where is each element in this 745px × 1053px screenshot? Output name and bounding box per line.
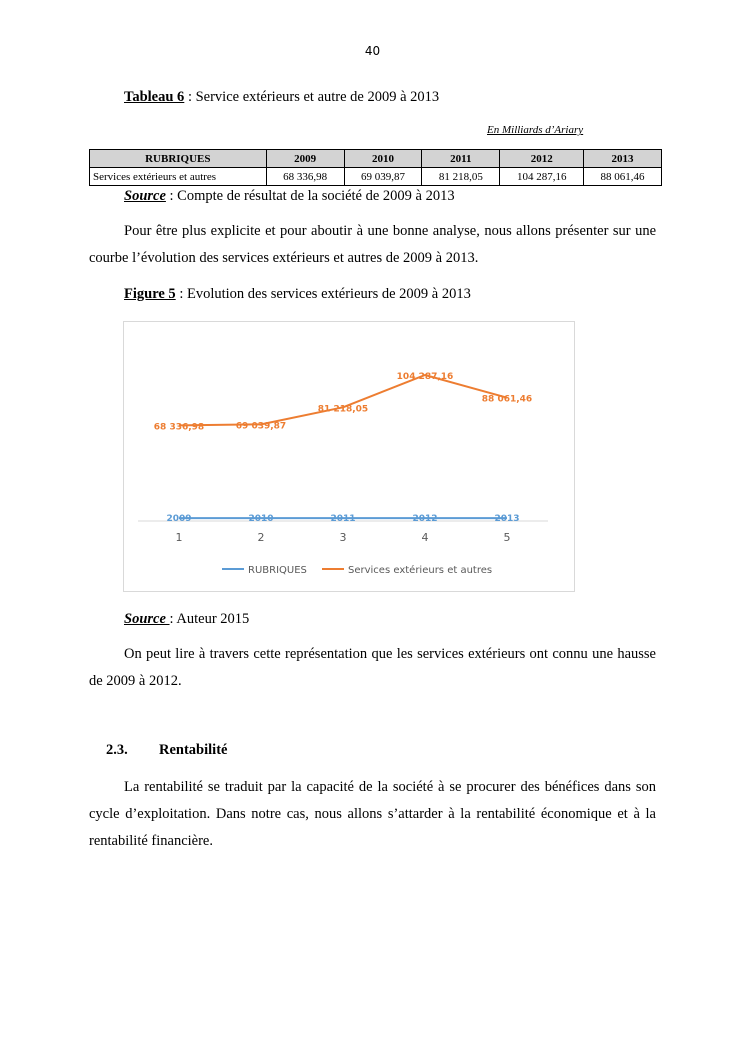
legend-label: Services extérieurs et autres xyxy=(348,565,493,576)
x-tick-label: 3 xyxy=(339,531,347,544)
table-source-label: Source xyxy=(124,188,166,204)
x-tick-label: 4 xyxy=(421,531,429,544)
data-label: 68 336,98 xyxy=(153,422,205,433)
table-cell: 88 061,46 xyxy=(584,168,662,186)
table-header-cell: RUBRIQUES xyxy=(90,150,267,168)
table-header-cell: 2011 xyxy=(422,150,500,168)
table-row xyxy=(90,168,662,186)
figure-caption xyxy=(124,286,471,303)
data-label: 2010 xyxy=(248,514,274,525)
table-cell: 69 039,87 xyxy=(344,168,422,186)
data-label: 2009 xyxy=(166,514,192,525)
data-label: 104 287,16 xyxy=(396,371,454,382)
paragraph-intro: Pour être plus explicite et pour aboutir à une bonne analyse, nous allons présenter sur une courbe l’évolution des services extérieurs et autres de 2009 à 2013. xyxy=(89,223,656,266)
data-label: 2013 xyxy=(494,514,520,525)
data-label: 2011 xyxy=(330,514,356,525)
data-label: 81 218,05 xyxy=(317,404,369,415)
paragraph-rentabilite: La rentabilité se traduit par la capacité de la société à se procurer des bénéfices dans son cycle d’exploitation. Dans notre cas, nous allons s’attarder à la rentabilité économique et à la rentabilité financière. xyxy=(89,779,656,849)
table-cell: 104 287,16 xyxy=(500,168,584,186)
table-caption xyxy=(124,89,439,106)
figure-source-text: : Auteur 2015 xyxy=(169,611,250,627)
figure-caption-label: Figure 5 xyxy=(124,286,176,302)
section-number: 2.3. xyxy=(106,742,128,758)
x-tick-label: 1 xyxy=(175,531,183,544)
table-header-cell: 2012 xyxy=(500,150,584,168)
table-cell: 81 218,05 xyxy=(422,168,500,186)
paragraph-analysis: On peut lire à travers cette représentation que les services extérieurs ont connu une hausse de 2009 à 2012. xyxy=(89,646,656,689)
page-number: 40 xyxy=(364,44,381,58)
table-caption-text: : Service extérieurs et autre de 2009 à 2013 xyxy=(184,89,440,105)
table-header-row xyxy=(90,150,662,168)
section-title: Rentabilité xyxy=(159,742,228,758)
series-line-2 xyxy=(179,375,507,425)
data-label: 2012 xyxy=(412,514,438,525)
x-tick-label: 5 xyxy=(503,531,511,544)
line-chart-svg xyxy=(124,322,574,591)
data-label: 69 039,87 xyxy=(235,421,287,432)
table-cell: 68 336,98 xyxy=(266,168,344,186)
figure-caption-text: : Evolution des services extérieurs de 2009 à 2013 xyxy=(175,286,471,302)
table-header-cell: 2009 xyxy=(266,150,344,168)
table-source-text: : Compte de résultat de la société de 2009 à 2013 xyxy=(165,188,455,204)
table-header-cell: 2010 xyxy=(344,150,422,168)
data-label: 88 061,46 xyxy=(481,394,533,405)
unit-note: En Milliards d’Ariary xyxy=(487,124,584,136)
table-cell: Services extérieurs et autres xyxy=(90,168,267,186)
table-source xyxy=(124,188,455,205)
table-caption-label: Tableau 6 xyxy=(124,89,185,105)
data-table xyxy=(89,149,662,186)
figure-source-label: Source xyxy=(124,611,170,627)
line-chart xyxy=(123,321,575,592)
figure-source xyxy=(124,611,249,628)
legend-label: RUBRIQUES xyxy=(248,565,307,576)
x-tick-label: 2 xyxy=(257,531,265,544)
table-header-cell: 2013 xyxy=(584,150,662,168)
